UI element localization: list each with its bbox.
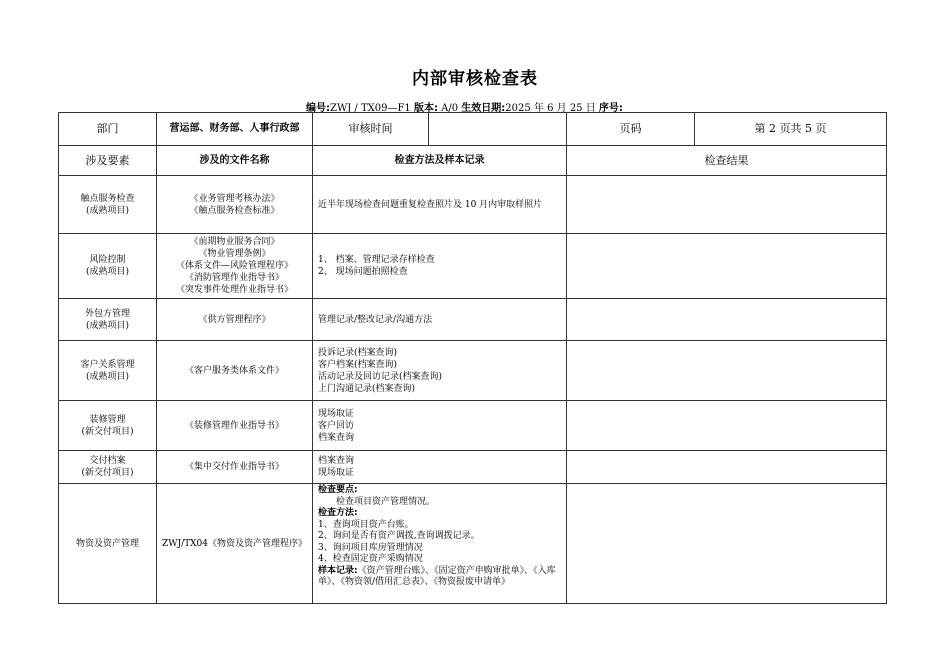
row-files: ZWJ/TX04《物资及资产管理程序》 — [157, 484, 313, 604]
doc-version-value: A/0 — [441, 103, 459, 114]
audit-time-value[interactable] — [429, 113, 567, 146]
row-method: 管理记录/整改记录/沟通方法 — [313, 299, 567, 341]
row-element: 风险控制 (成熟项目) — [59, 234, 157, 299]
row-element: 触点服务检查 (成熟项目) — [59, 176, 157, 234]
doc-number-label: 编号: — [306, 103, 330, 114]
row-files: 《前期物业服务合同》 《物业管理条例》 《体系文件—风险管理程序》 《消防管理作业指导书》 《突发事件处理作业指导书》 — [157, 234, 313, 299]
row-method: 现场取证 客户回访 档案查询 — [313, 401, 567, 451]
row-files: 《装修管理作业指导书》 — [157, 401, 313, 451]
table-row — [59, 176, 887, 234]
row-element: 交付档案 (新交付项目) — [59, 451, 157, 484]
row-method: 1、 档案、管理记录存样检查 2、 现场问题拍照检查 — [313, 234, 567, 299]
col-header-result: 检查结果 — [567, 146, 887, 176]
check-method-item: 4、检查固定资产采购情况 — [318, 554, 423, 564]
col-header-files: 涉及的文件名称 — [157, 146, 313, 176]
check-method-item: 3、询问项目库房管理情况 — [318, 542, 423, 553]
row-result[interactable] — [567, 341, 887, 401]
row-files: 《集中交付作业指导书》 — [157, 451, 313, 484]
check-method-item: 1、查询项目资产台账。 — [318, 519, 414, 530]
row-result[interactable] — [567, 451, 887, 484]
page-title: 内部审核检查表 — [412, 69, 538, 89]
col-header-element: 涉及要素 — [59, 146, 157, 176]
table-row — [59, 341, 887, 401]
page-label: 页码 — [567, 113, 695, 146]
row-result[interactable] — [567, 484, 887, 604]
check-points-label: 检查要点: — [318, 485, 358, 495]
row-element: 外包方管理 (成熟项目) — [59, 299, 157, 341]
row-element: 客户关系管理 (成熟项目) — [59, 341, 157, 401]
audit-time-label: 审核时间 — [313, 113, 429, 146]
row-method: 投诉记录(档案查询) 客户档案(档案查询) 活动记录及回访记录(档案查询) 上门沟通记录(档案查询) — [313, 341, 567, 401]
row-result[interactable] — [567, 401, 887, 451]
sample-record-text: 《资产管理台账》、《固定资产申购审批单》、《入库单》、《物资领/借用汇总表》、《物资报废申请单》 — [318, 565, 556, 587]
row-result[interactable] — [567, 299, 887, 341]
doc-seq-label: 序号: — [598, 103, 623, 114]
column-header-row — [59, 146, 887, 176]
row-method: 档案查询 现场取证 — [313, 451, 567, 484]
dept-value: 营运部、财务部、人事行政部 — [157, 113, 313, 146]
audit-checklist-table — [58, 112, 887, 604]
row-files: 《客户服务类体系文件》 — [157, 341, 313, 401]
row-files: 《业务管理考核办法》 《触点服务检查标准》 — [157, 176, 313, 234]
page-value: 第 2 页共 5 页 — [695, 113, 887, 146]
col-header-method: 检查方法及样本记录 — [313, 146, 567, 176]
table-row — [59, 401, 887, 451]
check-method-label: 检查方法: — [318, 508, 358, 518]
doc-version-label: 版本: — [413, 103, 438, 114]
doc-date-label: 生效日期: — [461, 103, 506, 114]
sample-record-label: 样本记录: — [318, 565, 358, 576]
row-files: 《供方管理程序》 — [157, 299, 313, 341]
table-row — [59, 484, 887, 604]
row-result[interactable] — [567, 176, 887, 234]
doc-date-value: 2025 年 6 月 25 日 — [505, 103, 596, 114]
row-element: 装修管理 (新交付项目) — [59, 401, 157, 451]
row-method — [313, 484, 567, 604]
check-method-item: 2、询问是否有资产调拨,查询调拨记录。 — [318, 531, 480, 541]
table-row — [59, 234, 887, 299]
check-points-text: 检查项目资产管理情况。 — [336, 496, 436, 507]
header-info-row — [59, 113, 887, 146]
table-row — [59, 299, 887, 341]
row-method: 近半年现场检查问题重复检查照片及 10 月内审取样照片 — [313, 176, 567, 234]
row-element: 物资及资产管理 — [59, 484, 157, 604]
doc-number-value: ZWJ / TX09—F1 — [330, 103, 411, 114]
dept-label: 部门 — [59, 113, 157, 146]
table-row — [59, 451, 887, 484]
row-result[interactable] — [567, 234, 887, 299]
